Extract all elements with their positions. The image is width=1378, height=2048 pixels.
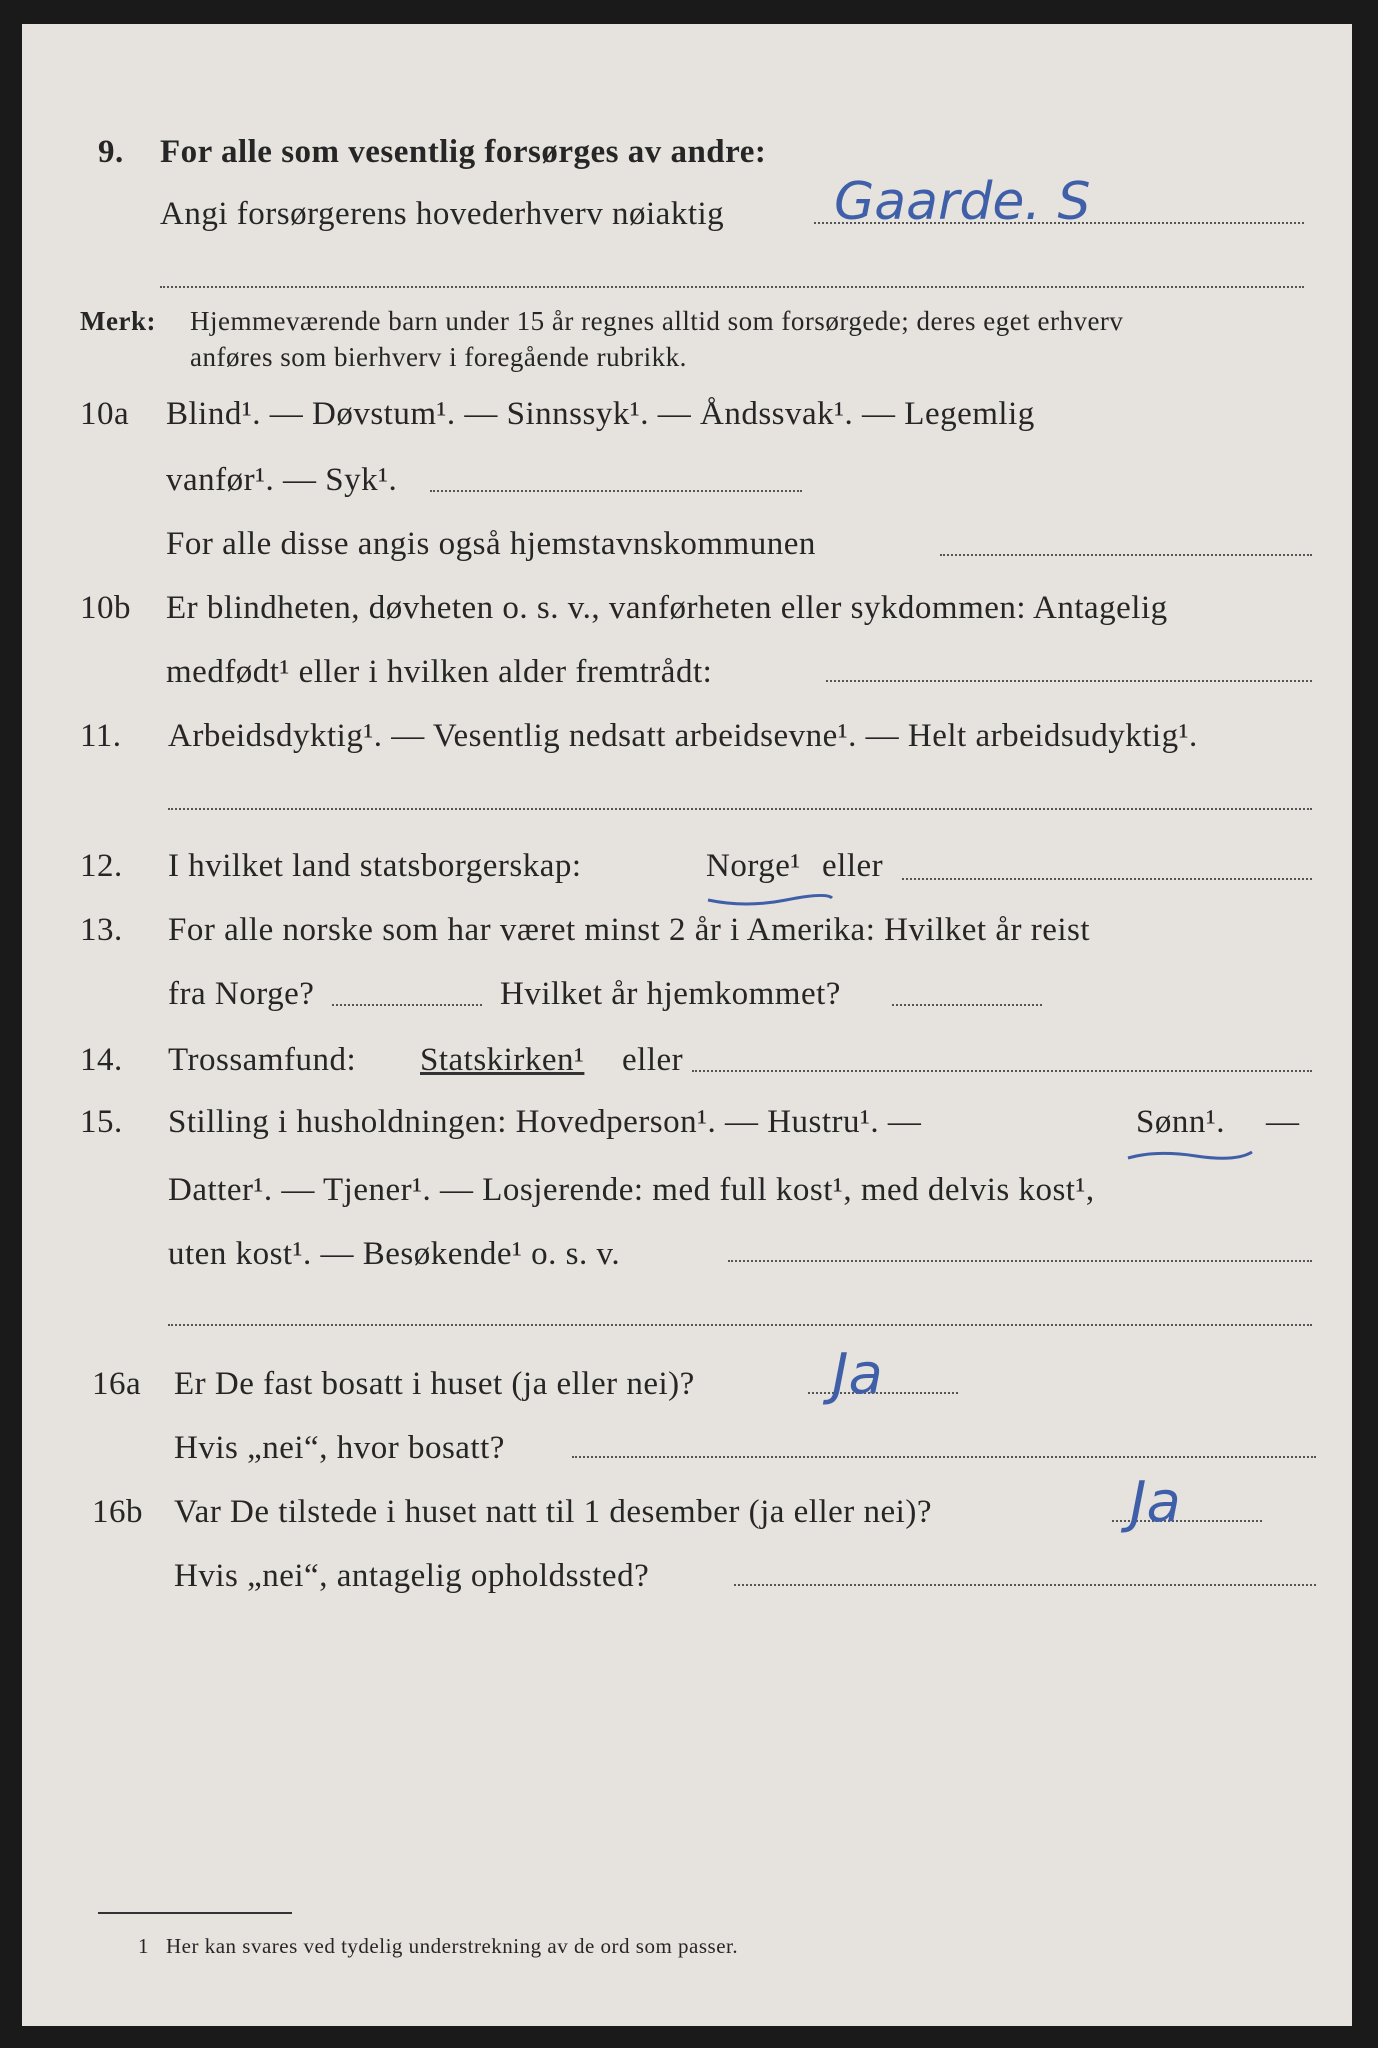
q16b-line2 [22,1558,1352,1618]
q11-line1 [22,718,1352,778]
q10b-line2 [22,654,1352,714]
q11-options: Arbeidsdyktig¹. — Vesentlig nedsatt arbeidsevne¹. — Helt arbeidsudyktig¹. [168,718,1198,754]
q15-sonn-option: Sønn¹. [1136,1104,1225,1140]
q11-answer-line [168,808,1312,810]
q9-prompt: Angi forsørgerens hovederhverv nøiaktig [160,196,725,232]
q13-reist-prompt: fra Norge? [168,976,315,1012]
q15-line3 [22,1236,1352,1296]
q13-line2 [22,976,1352,1036]
q9-line1 [22,134,1352,194]
q9-line2 [22,196,1352,256]
q13-question: For alle norske som har været minst 2 år i Amerika: Hvilket år reist [168,912,1091,948]
q16a-bosatt-prompt: Hvis „nei“, hvor bosatt? [174,1430,505,1466]
q16b-handwritten-answer: Ja [1130,1470,1181,1535]
q10a-line3 [22,526,1352,586]
q14-answer-line [692,1070,1312,1072]
q14-statskirken-option: Statskirken¹ [420,1042,585,1078]
q16b-opholdssted-prompt: Hvis „nei“, antagelig opholdssted? [174,1558,650,1594]
footnote [22,1934,1352,1994]
q10a-options: Blind¹. — Døvstum¹. — Sinnssyk¹. — Åndssvak¹. — Legemlig [166,396,1035,432]
q14-line1 [22,1042,1352,1102]
q10a-syk-line [430,490,802,492]
merk-text-2: anføres som bierhverv i foregående rubrikk. [190,342,687,372]
q9-handwritten-answer: Gaarde. S [834,172,1091,232]
merk-line2 [22,342,1352,402]
q16a-line1 [22,1366,1352,1426]
merk-text-1: Hjemmeværende barn under 15 år regnes alltid som forsørgede; deres eget erhverv [190,306,1124,336]
q14-number: 14. [80,1042,123,1078]
q15-sonn-underline [1126,1146,1256,1166]
q15-dash: — [1266,1104,1300,1140]
q9-number: 9. [98,134,124,170]
q10b-question: Er blindheten, døvheten o. s. v., vanførheten eller sykdommen: Antagelig [166,590,1168,626]
footnote-rule [98,1912,292,1914]
q13-hjemkommet-line [892,1004,1042,1006]
q14-question: Trossamfund: [168,1042,357,1078]
q10b-number: 10b [80,590,131,626]
q15-options-3: uten kost¹. — Besøkende¹ o. s. v. [168,1236,621,1272]
q13-reist-line [332,1004,482,1006]
q15-options-2: Datter¹. — Tjener¹. — Losjerende: med full kost¹, med delvis kost¹, [168,1172,1095,1208]
q11-number: 11. [80,718,122,754]
q10a-hjemstavn-line [940,554,1312,556]
q16a-handwritten-answer: Ja [832,1342,883,1407]
q12-question: I hvilket land statsborgerskap: [168,848,582,884]
q16b-question: Var De tilstede i huset natt til 1 desember (ja eller nei)? [174,1494,932,1530]
q12-answer-line [902,878,1312,880]
q13-hjemkommet-prompt: Hvilket år hjemkommet? [500,976,841,1012]
q15-options-1: Stilling i husholdningen: Hovedperson¹. — Hustru¹. — [168,1104,922,1140]
q12-norge-option: Norge¹ [706,848,801,884]
q16b-opholdssted-line [734,1584,1316,1586]
q10b-answer-line [826,680,1312,682]
q10b-question-2: medfødt¹ eller i hvilken alder fremtrådt: [166,654,713,690]
q13-number: 13. [80,912,123,948]
q16a-answer-line [808,1392,958,1394]
q12-norge-underline [706,890,836,910]
q14-eller: eller [622,1042,684,1078]
q15-answer-line [728,1260,1312,1262]
q10b-line1 [22,590,1352,650]
q10a-line2 [22,462,1352,522]
q10a-line1 [22,396,1352,456]
q10a-hjemstavn-prompt: For alle disse angis også hjemstavnskommunen [166,526,816,562]
q16a-bosatt-line [572,1456,1316,1458]
q16a-question: Er De fast bosatt i huset (ja eller nei)? [174,1366,695,1402]
q15-number: 15. [80,1104,123,1140]
q15-line2 [22,1172,1352,1232]
q16a-number: 16a [92,1366,142,1402]
q12-eller: eller [822,848,884,884]
footnote-text: Her kan svares ved tydelig understrekning av de ord som passer. [166,1934,739,1958]
q10a-number: 10a [80,396,130,432]
merk-label: Merk: [80,306,156,336]
q16b-number: 16b [92,1494,143,1530]
q15-extra-line [168,1324,1312,1326]
q13-line1 [22,912,1352,972]
q9-extra-line [160,286,1304,288]
footnote-mark: 1 [138,1934,149,1958]
q9-heading: For alle som vesentlig forsørges av andre: [160,134,767,170]
q12-number: 12. [80,848,123,884]
q10a-options-2: vanfør¹. — Syk¹. [166,462,398,498]
census-form-page [22,24,1352,2026]
